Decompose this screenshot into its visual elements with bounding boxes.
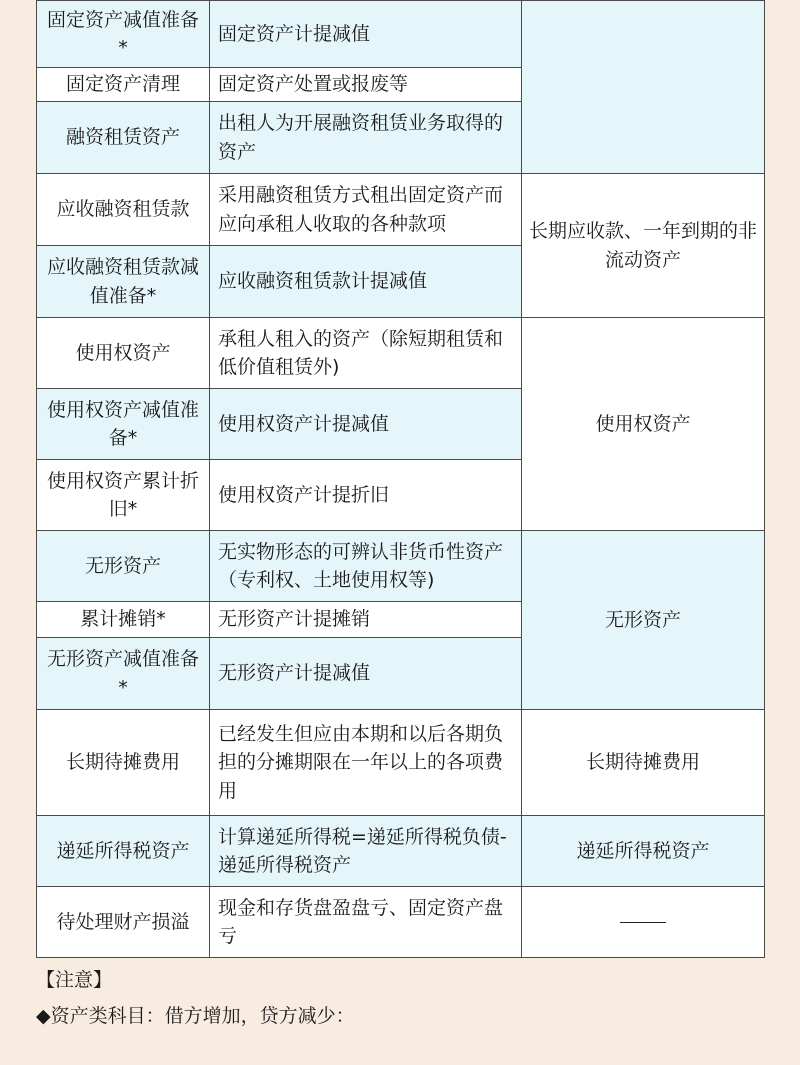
notes-title: 【注意】 [36, 969, 113, 991]
account-name: 使用权资产 [37, 318, 210, 389]
account-desc: 使用权资产计提折旧 [210, 460, 522, 531]
dash-divider [620, 922, 666, 923]
table-row [37, 710, 765, 816]
account-name: 固定资产减值准备* [37, 1, 210, 68]
table-row [37, 887, 765, 958]
account-desc: 固定资产处置或报废等 [210, 68, 522, 102]
account-name: 应收融资租赁款 [37, 174, 210, 246]
group-none [522, 887, 765, 958]
account-name: 递延所得税资产 [37, 816, 210, 887]
account-name: 长期待摊费用 [37, 710, 210, 816]
account-name: 融资租赁资产 [37, 102, 210, 174]
account-desc: 承租人租入的资产（除短期租赁和低价值租赁外) [210, 318, 522, 389]
account-table [36, 0, 765, 958]
group-intangible: 无形资产 [522, 531, 765, 710]
group-receivable: 长期应收款、一年到期的非流动资产 [522, 174, 765, 318]
account-desc: 计算递延所得税=递延所得税负债-递延所得税资产 [210, 816, 522, 887]
account-name: 应收融资租赁款减值准备* [37, 246, 210, 318]
account-name: 待处理财产损溢 [37, 887, 210, 958]
account-desc: 已经发生但应由本期和以后各期负担的分摊期限在一年以上的各项费用 [210, 710, 522, 816]
account-desc: 使用权资产计提减值 [210, 389, 522, 460]
table-row [37, 318, 765, 389]
account-desc: 无实物形态的可辨认非货币性资产（专利权、土地使用权等) [210, 531, 522, 602]
group-cell-empty [522, 1, 765, 174]
table-row [37, 531, 765, 602]
account-desc: 无形资产计提减值 [210, 638, 522, 710]
account-table-container [36, 0, 764, 958]
account-name: 使用权资产减值准备* [37, 389, 210, 460]
group-deferred-expense: 长期待摊费用 [522, 710, 765, 816]
account-name: 使用权资产累计折旧* [37, 460, 210, 531]
account-desc: 应收融资租赁款计提减值 [210, 246, 522, 318]
table-row [37, 1, 765, 68]
table-row [37, 816, 765, 887]
account-desc: 无形资产计提摊销 [210, 602, 522, 638]
notes-section [36, 962, 764, 1034]
account-name: 无形资产减值准备* [37, 638, 210, 710]
group-deferred-tax: 递延所得税资产 [522, 816, 765, 887]
group-right-of-use: 使用权资产 [522, 318, 765, 531]
account-name: 累计摊销* [37, 602, 210, 638]
account-name: 固定资产清理 [37, 68, 210, 102]
account-desc: 出租人为开展融资租赁业务取得的资产 [210, 102, 522, 174]
table-row [37, 174, 765, 246]
account-name: 无形资产 [37, 531, 210, 602]
account-desc: 现金和存货盘盈盘亏、固定资产盘亏 [210, 887, 522, 958]
account-desc: 采用融资租赁方式租出固定资产而应向承租人收取的各种款项 [210, 174, 522, 246]
notes-line: ◆资产类科目：借方增加，贷方减少： [36, 1005, 355, 1027]
account-desc: 固定资产计提减值 [210, 1, 522, 68]
